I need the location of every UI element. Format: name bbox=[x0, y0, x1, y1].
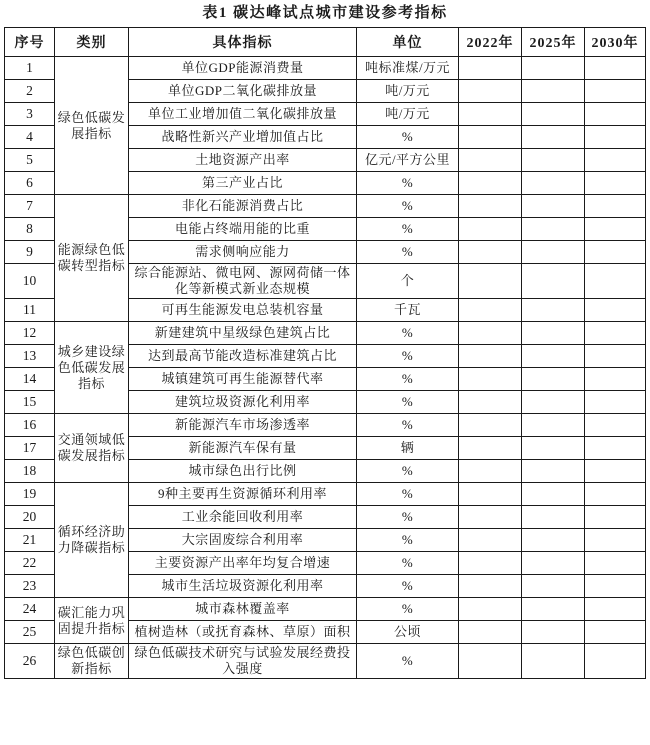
value-cell-2022 bbox=[459, 241, 522, 264]
value-cell-2030 bbox=[585, 80, 646, 103]
row-index-cell: 25 bbox=[5, 621, 55, 644]
column-header-4: 2022年 bbox=[459, 28, 522, 57]
value-cell-2022 bbox=[459, 621, 522, 644]
indicator-cell: 需求侧响应能力 bbox=[129, 241, 357, 264]
row-index-cell: 11 bbox=[5, 299, 55, 322]
indicator-cell: 绿色低碳技术研究与试验发展经费投入强度 bbox=[129, 644, 357, 679]
value-cell-2030 bbox=[585, 598, 646, 621]
value-cell-2025 bbox=[522, 322, 585, 345]
value-cell-2025 bbox=[522, 218, 585, 241]
unit-cell: % bbox=[357, 322, 459, 345]
row-index-cell: 23 bbox=[5, 575, 55, 598]
value-cell-2025 bbox=[522, 195, 585, 218]
unit-cell: % bbox=[357, 552, 459, 575]
value-cell-2030 bbox=[585, 391, 646, 414]
column-header-6: 2030年 bbox=[585, 28, 646, 57]
column-header-1: 类别 bbox=[55, 28, 129, 57]
value-cell-2030 bbox=[585, 149, 646, 172]
value-cell-2022 bbox=[459, 437, 522, 460]
row-index-cell: 5 bbox=[5, 149, 55, 172]
value-cell-2025 bbox=[522, 506, 585, 529]
unit-cell: 亿元/平方公里 bbox=[357, 149, 459, 172]
value-cell-2030 bbox=[585, 437, 646, 460]
value-cell-2025 bbox=[522, 299, 585, 322]
value-cell-2025 bbox=[522, 414, 585, 437]
row-index-cell: 18 bbox=[5, 460, 55, 483]
row-index-cell: 24 bbox=[5, 598, 55, 621]
header-row bbox=[5, 28, 646, 57]
indicator-cell: 战略性新兴产业增加值占比 bbox=[129, 126, 357, 149]
unit-cell: % bbox=[357, 391, 459, 414]
indicator-cell: 工业余能回收利用率 bbox=[129, 506, 357, 529]
indicator-cell: 主要资源产出率年均复合增速 bbox=[129, 552, 357, 575]
value-cell-2022 bbox=[459, 322, 522, 345]
value-cell-2022 bbox=[459, 103, 522, 126]
row-index-cell: 21 bbox=[5, 529, 55, 552]
category-cell: 绿色低碳发展指标 bbox=[55, 57, 129, 195]
indicator-cell: 单位GDP二氧化碳排放量 bbox=[129, 80, 357, 103]
value-cell-2022 bbox=[459, 483, 522, 506]
value-cell-2025 bbox=[522, 644, 585, 679]
value-cell-2030 bbox=[585, 345, 646, 368]
indicator-cell: 建筑垃圾资源化利用率 bbox=[129, 391, 357, 414]
unit-cell: % bbox=[357, 506, 459, 529]
unit-cell: 千瓦 bbox=[357, 299, 459, 322]
unit-cell: 辆 bbox=[357, 437, 459, 460]
indicator-cell: 单位GDP能源消费量 bbox=[129, 57, 357, 80]
row-index-cell: 10 bbox=[5, 264, 55, 299]
value-cell-2022 bbox=[459, 345, 522, 368]
row-index-cell: 12 bbox=[5, 322, 55, 345]
table-row bbox=[5, 414, 646, 437]
unit-cell: 吨标准煤/万元 bbox=[357, 57, 459, 80]
category-cell: 城乡建设绿色低碳发展指标 bbox=[55, 322, 129, 414]
row-index-cell: 15 bbox=[5, 391, 55, 414]
unit-cell: % bbox=[357, 368, 459, 391]
column-header-2: 具体指标 bbox=[129, 28, 357, 57]
unit-cell: % bbox=[357, 126, 459, 149]
indicator-cell: 大宗固废综合利用率 bbox=[129, 529, 357, 552]
indicator-cell: 新能源汽车保有量 bbox=[129, 437, 357, 460]
indicator-cell: 城市森林覆盖率 bbox=[129, 598, 357, 621]
row-index-cell: 4 bbox=[5, 126, 55, 149]
unit-cell: 吨/万元 bbox=[357, 103, 459, 126]
unit-cell: 公顷 bbox=[357, 621, 459, 644]
value-cell-2030 bbox=[585, 172, 646, 195]
value-cell-2030 bbox=[585, 368, 646, 391]
table-row bbox=[5, 483, 646, 506]
indicator-cell: 综合能源站、微电网、源网荷储一体化等新模式新业态规模 bbox=[129, 264, 357, 299]
indicator-cell: 可再生能源发电总装机容量 bbox=[129, 299, 357, 322]
indicator-cell: 新能源汽车市场渗透率 bbox=[129, 414, 357, 437]
value-cell-2025 bbox=[522, 483, 585, 506]
row-index-cell: 16 bbox=[5, 414, 55, 437]
value-cell-2022 bbox=[459, 195, 522, 218]
value-cell-2025 bbox=[522, 264, 585, 299]
value-cell-2022 bbox=[459, 575, 522, 598]
category-cell: 绿色低碳创新指标 bbox=[55, 644, 129, 679]
row-index-cell: 20 bbox=[5, 506, 55, 529]
value-cell-2025 bbox=[522, 57, 585, 80]
column-header-0: 序号 bbox=[5, 28, 55, 57]
row-index-cell: 19 bbox=[5, 483, 55, 506]
unit-cell: % bbox=[357, 195, 459, 218]
indicator-cell: 9种主要再生资源循环利用率 bbox=[129, 483, 357, 506]
value-cell-2022 bbox=[459, 552, 522, 575]
unit-cell: % bbox=[357, 241, 459, 264]
table-row bbox=[5, 322, 646, 345]
value-cell-2022 bbox=[459, 598, 522, 621]
indicator-cell: 电能占终端用能的比重 bbox=[129, 218, 357, 241]
unit-cell: % bbox=[357, 575, 459, 598]
value-cell-2025 bbox=[522, 575, 585, 598]
value-cell-2030 bbox=[585, 414, 646, 437]
table-row bbox=[5, 644, 646, 679]
value-cell-2025 bbox=[522, 241, 585, 264]
indicator-cell: 达到最高节能改造标准建筑占比 bbox=[129, 345, 357, 368]
value-cell-2022 bbox=[459, 149, 522, 172]
value-cell-2022 bbox=[459, 391, 522, 414]
value-cell-2022 bbox=[459, 644, 522, 679]
unit-cell: % bbox=[357, 598, 459, 621]
value-cell-2030 bbox=[585, 621, 646, 644]
category-cell: 碳汇能力巩固提升指标 bbox=[55, 598, 129, 644]
value-cell-2030 bbox=[585, 126, 646, 149]
value-cell-2022 bbox=[459, 218, 522, 241]
value-cell-2022 bbox=[459, 57, 522, 80]
value-cell-2030 bbox=[585, 57, 646, 80]
row-index-cell: 14 bbox=[5, 368, 55, 391]
value-cell-2022 bbox=[459, 529, 522, 552]
value-cell-2030 bbox=[585, 506, 646, 529]
value-cell-2022 bbox=[459, 414, 522, 437]
value-cell-2022 bbox=[459, 299, 522, 322]
indicator-cell: 植树造林（或抚育森林、草原）面积 bbox=[129, 621, 357, 644]
unit-cell: % bbox=[357, 483, 459, 506]
row-index-cell: 6 bbox=[5, 172, 55, 195]
value-cell-2030 bbox=[585, 552, 646, 575]
table-row bbox=[5, 195, 646, 218]
value-cell-2030 bbox=[585, 644, 646, 679]
value-cell-2025 bbox=[522, 552, 585, 575]
value-cell-2030 bbox=[585, 264, 646, 299]
row-index-cell: 8 bbox=[5, 218, 55, 241]
indicator-cell: 城镇建筑可再生能源替代率 bbox=[129, 368, 357, 391]
table-title: 表1 碳达峰试点城市建设参考指标 bbox=[202, 5, 448, 21]
value-cell-2025 bbox=[522, 437, 585, 460]
row-index-cell: 17 bbox=[5, 437, 55, 460]
category-cell: 循环经济助力降碳指标 bbox=[55, 483, 129, 598]
unit-cell: 吨/万元 bbox=[357, 80, 459, 103]
unit-cell: % bbox=[357, 529, 459, 552]
category-cell: 交通领域低碳发展指标 bbox=[55, 414, 129, 483]
indicator-cell: 城市绿色出行比例 bbox=[129, 460, 357, 483]
category-cell: 能源绿色低碳转型指标 bbox=[55, 195, 129, 322]
value-cell-2022 bbox=[459, 126, 522, 149]
row-index-cell: 1 bbox=[5, 57, 55, 80]
indicator-cell: 单位工业增加值二氧化碳排放量 bbox=[129, 103, 357, 126]
value-cell-2022 bbox=[459, 368, 522, 391]
value-cell-2025 bbox=[522, 103, 585, 126]
unit-cell: % bbox=[357, 345, 459, 368]
value-cell-2025 bbox=[522, 460, 585, 483]
indicator-cell: 新建建筑中星级绿色建筑占比 bbox=[129, 322, 357, 345]
value-cell-2022 bbox=[459, 460, 522, 483]
row-index-cell: 7 bbox=[5, 195, 55, 218]
value-cell-2022 bbox=[459, 172, 522, 195]
value-cell-2030 bbox=[585, 460, 646, 483]
value-cell-2022 bbox=[459, 506, 522, 529]
unit-cell: % bbox=[357, 644, 459, 679]
value-cell-2025 bbox=[522, 345, 585, 368]
value-cell-2025 bbox=[522, 80, 585, 103]
indicator-reference-table bbox=[4, 27, 646, 679]
value-cell-2025 bbox=[522, 126, 585, 149]
unit-cell: % bbox=[357, 218, 459, 241]
value-cell-2025 bbox=[522, 621, 585, 644]
value-cell-2030 bbox=[585, 529, 646, 552]
unit-cell: % bbox=[357, 414, 459, 437]
value-cell-2030 bbox=[585, 241, 646, 264]
value-cell-2025 bbox=[522, 149, 585, 172]
value-cell-2022 bbox=[459, 80, 522, 103]
value-cell-2030 bbox=[585, 195, 646, 218]
value-cell-2025 bbox=[522, 529, 585, 552]
row-index-cell: 9 bbox=[5, 241, 55, 264]
column-header-5: 2025年 bbox=[522, 28, 585, 57]
column-header-3: 单位 bbox=[357, 28, 459, 57]
value-cell-2022 bbox=[459, 264, 522, 299]
row-index-cell: 2 bbox=[5, 80, 55, 103]
value-cell-2030 bbox=[585, 322, 646, 345]
unit-cell: % bbox=[357, 460, 459, 483]
value-cell-2030 bbox=[585, 103, 646, 126]
value-cell-2030 bbox=[585, 483, 646, 506]
indicator-cell: 非化石能源消费占比 bbox=[129, 195, 357, 218]
value-cell-2030 bbox=[585, 218, 646, 241]
table-row bbox=[5, 57, 646, 80]
value-cell-2030 bbox=[585, 575, 646, 598]
value-cell-2030 bbox=[585, 299, 646, 322]
value-cell-2025 bbox=[522, 391, 585, 414]
indicator-cell: 城市生活垃圾资源化利用率 bbox=[129, 575, 357, 598]
row-index-cell: 3 bbox=[5, 103, 55, 126]
row-index-cell: 22 bbox=[5, 552, 55, 575]
value-cell-2025 bbox=[522, 368, 585, 391]
indicator-cell: 土地资源产出率 bbox=[129, 149, 357, 172]
indicator-cell: 第三产业占比 bbox=[129, 172, 357, 195]
row-index-cell: 13 bbox=[5, 345, 55, 368]
row-index-cell: 26 bbox=[5, 644, 55, 679]
table-row bbox=[5, 598, 646, 621]
unit-cell: 个 bbox=[357, 264, 459, 299]
unit-cell: % bbox=[357, 172, 459, 195]
value-cell-2025 bbox=[522, 598, 585, 621]
value-cell-2025 bbox=[522, 172, 585, 195]
